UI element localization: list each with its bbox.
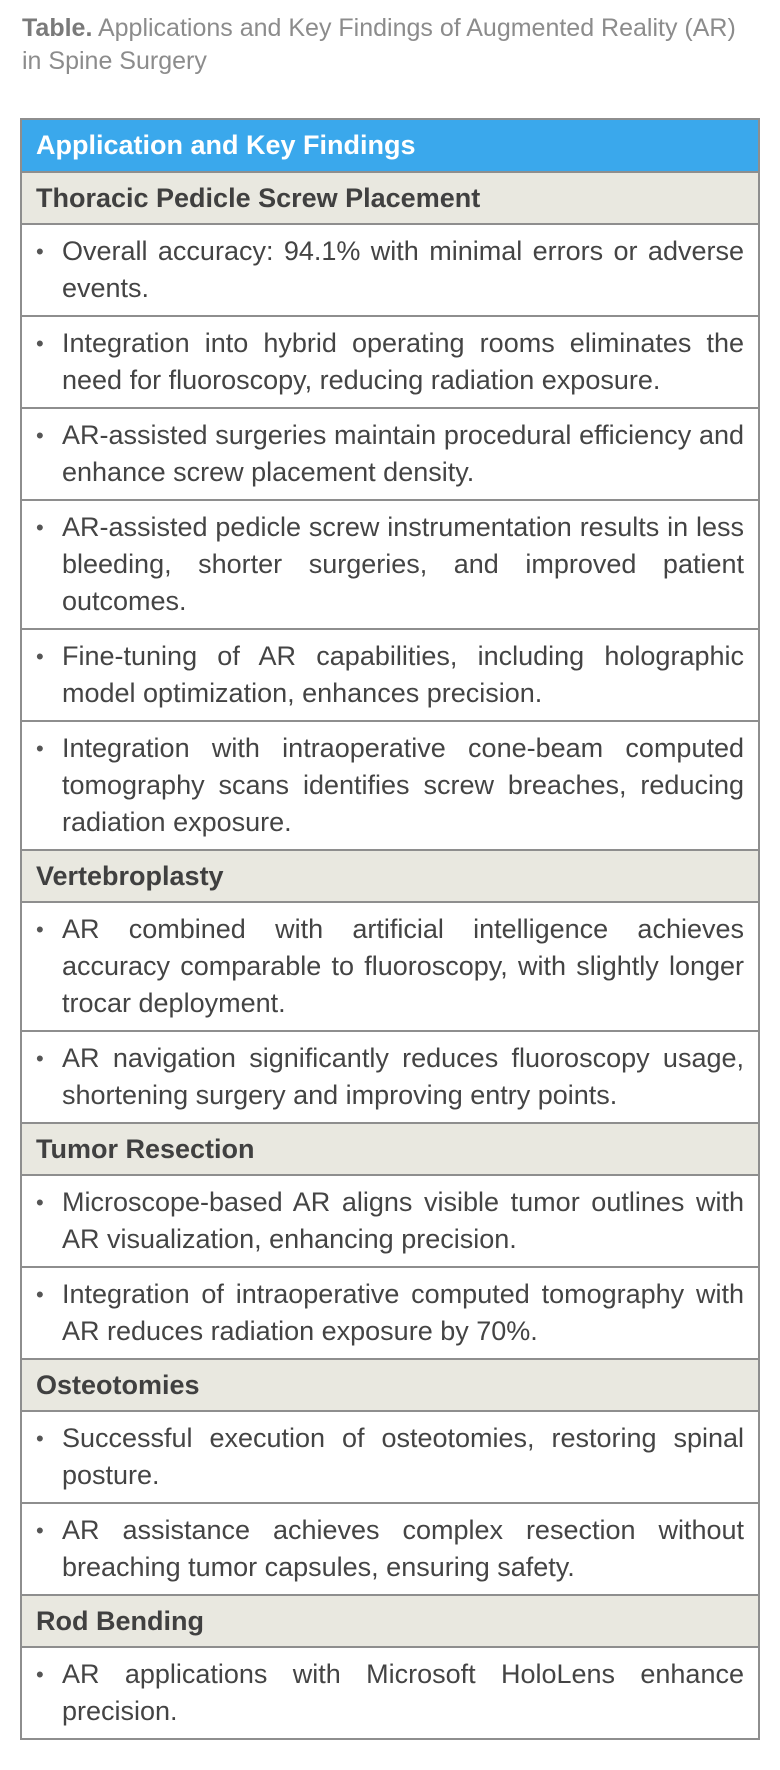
finding-text: AR assistance achieves complex resection without breaching tumor capsules, ensuring safety. <box>62 1515 744 1582</box>
finding-cell <box>21 1175 759 1267</box>
section-row <box>21 1359 759 1411</box>
finding-row <box>21 902 759 1031</box>
bullet-icon: • <box>36 917 44 942</box>
finding-cell <box>21 500 759 629</box>
finding-text: Fine-tuning of AR capabilities, including holographic model optimization, enhances precision. <box>62 641 744 708</box>
caption-text: Applications and Key Findings of Augmented Reality (AR) in Spine Surgery <box>22 14 736 75</box>
finding-cell <box>21 1267 759 1359</box>
bullet-icon: • <box>36 331 44 356</box>
finding-cell <box>21 902 759 1031</box>
finding-row <box>21 1411 759 1503</box>
table-header-row <box>21 119 759 172</box>
finding-row <box>21 1175 759 1267</box>
caption-label: Table. <box>22 14 93 42</box>
finding-row <box>21 408 759 500</box>
section-row <box>21 1595 759 1647</box>
finding-cell <box>21 1411 759 1503</box>
section-title: Rod Bending <box>21 1595 759 1647</box>
bullet-icon: • <box>36 736 44 761</box>
finding-text: AR navigation significantly reduces fluoroscopy usage, shortening surgery and improving entry points. <box>62 1043 744 1110</box>
finding-row <box>21 629 759 721</box>
section-row <box>21 1123 759 1175</box>
section-title: Tumor Resection <box>21 1123 759 1175</box>
finding-text: Microscope-based AR aligns visible tumor outlines with AR visualization, enhancing precision. <box>62 1187 744 1254</box>
bullet-icon: • <box>36 1518 44 1543</box>
bullet-icon: • <box>36 515 44 540</box>
finding-text: AR-assisted surgeries maintain procedural efficiency and enhance screw placement density. <box>62 420 744 487</box>
finding-text: Overall accuracy: 94.1% with minimal errors or adverse events. <box>62 236 744 303</box>
finding-text: Integration into hybrid operating rooms eliminates the need for fluoroscopy, reducing radiation exposure. <box>62 328 744 395</box>
table-header: Application and Key Findings <box>21 119 759 172</box>
finding-text: Successful execution of osteotomies, restoring spinal posture. <box>62 1423 744 1490</box>
table-body <box>21 119 759 1739</box>
bullet-icon: • <box>36 239 44 264</box>
section-row <box>21 172 759 224</box>
finding-cell <box>21 316 759 408</box>
finding-row <box>21 316 759 408</box>
table-caption <box>22 12 762 78</box>
finding-row <box>21 1503 759 1595</box>
finding-row <box>21 1031 759 1123</box>
finding-text: AR-assisted pedicle screw instrumentation results in less bleeding, shorter surgeries, and improved patient outcomes. <box>62 512 744 616</box>
section-title: Thoracic Pedicle Screw Placement <box>21 172 759 224</box>
bullet-icon: • <box>36 1426 44 1451</box>
bullet-icon: • <box>36 423 44 448</box>
finding-row <box>21 721 759 850</box>
section-title: Osteotomies <box>21 1359 759 1411</box>
finding-cell <box>21 1647 759 1739</box>
section-title: Vertebroplasty <box>21 850 759 902</box>
finding-text: AR applications with Microsoft HoloLens enhance precision. <box>62 1659 744 1726</box>
finding-text: Integration with intraoperative cone-beam computed tomography scans identifies screw breaches, reducing radiation exposure. <box>62 733 744 837</box>
bullet-icon: • <box>36 1662 44 1687</box>
finding-cell <box>21 721 759 850</box>
bullet-icon: • <box>36 1190 44 1215</box>
finding-text: AR combined with artificial intelligence achieves accuracy comparable to fluoroscopy, with slightly longer trocar deployment. <box>62 914 744 1018</box>
finding-cell <box>21 629 759 721</box>
finding-cell <box>21 224 759 316</box>
finding-text: Integration of intraoperative computed tomography with AR reduces radiation exposure by 70%. <box>62 1279 744 1346</box>
section-row <box>21 850 759 902</box>
bullet-icon: • <box>36 1046 44 1071</box>
finding-row <box>21 224 759 316</box>
finding-cell <box>21 408 759 500</box>
findings-table <box>20 118 760 1740</box>
bullet-icon: • <box>36 644 44 669</box>
finding-row <box>21 1267 759 1359</box>
finding-row <box>21 500 759 629</box>
finding-cell <box>21 1503 759 1595</box>
finding-cell <box>21 1031 759 1123</box>
bullet-icon: • <box>36 1282 44 1307</box>
finding-row <box>21 1647 759 1739</box>
